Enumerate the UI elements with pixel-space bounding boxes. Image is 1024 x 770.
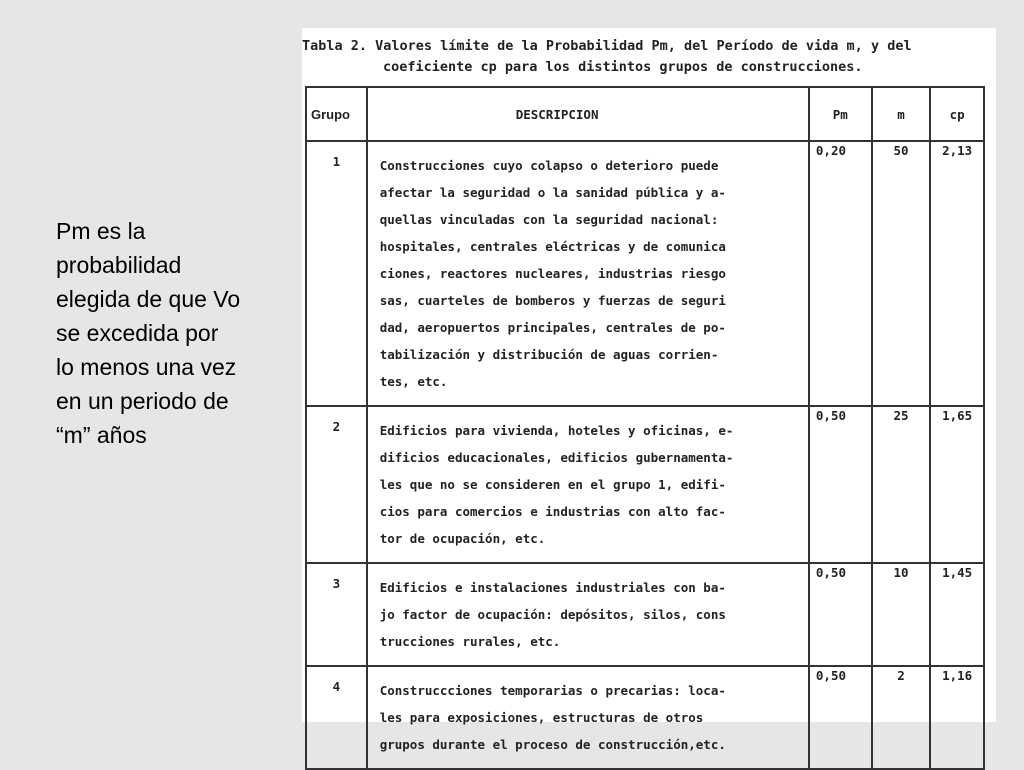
desc-line: dificios educacionales, edificios gubernamenta- — [379, 450, 734, 465]
header-pm: Pm — [809, 87, 872, 141]
table-caption-line2: coeficiente cp para los distintos grupos de construcciones. — [383, 59, 863, 75]
cell-cp: 1,65 — [930, 406, 984, 563]
side-note-line: probabilidad — [56, 252, 182, 278]
cell-m: 10 — [872, 563, 931, 666]
cell-descripcion — [367, 141, 809, 406]
desc-line: Construcciones cuyo colapso o deterioro puede — [379, 158, 719, 173]
table-row — [306, 563, 984, 666]
cell-descripcion — [367, 406, 809, 563]
cell-m: 25 — [872, 406, 931, 563]
desc-line: grupos durante el proceso de construcción,etc. — [379, 737, 726, 752]
desc-line: ciones, reactores nucleares, industrias riesgo — [379, 266, 726, 281]
side-note — [56, 214, 296, 452]
cell-m: 50 — [872, 141, 931, 406]
side-note-line: en un periodo de — [56, 388, 229, 414]
cell-pm: 0,20 — [809, 141, 872, 406]
desc-line: Construccciones temporarias o precarias: loca- — [379, 683, 726, 698]
desc-line: jo factor de ocupación: depósitos, silos, cons — [379, 607, 726, 622]
header-descripcion: DESCRIPCION — [367, 87, 809, 141]
desc-line: quellas vinculadas con la seguridad nacional: — [379, 212, 719, 227]
desc-line: sas, cuarteles de bomberos y fuerzas de seguri — [379, 293, 726, 308]
side-note-line: se excedida por — [56, 320, 219, 346]
desc-line: dad, aeropuertos principales, centrales de po- — [379, 320, 726, 335]
desc-line: tor de ocupación, etc. — [379, 531, 546, 546]
cell-grupo: 2 — [306, 406, 367, 563]
desc-line: les para exposiciones, estructuras de otros — [379, 710, 704, 725]
values-table — [305, 86, 985, 770]
desc-line: les que no se consideren en el grupo 1, edifi- — [379, 477, 726, 492]
desc-line: hospitales, centrales eléctricas y de comunica — [379, 239, 726, 254]
side-note-line: “m” años — [56, 422, 147, 448]
cell-grupo: 1 — [306, 141, 367, 406]
table-caption — [302, 36, 912, 78]
table-row — [306, 666, 984, 769]
cell-descripcion — [367, 563, 809, 666]
side-note-line: lo menos una vez — [56, 354, 237, 380]
table-caption-line1: Tabla 2. Valores límite de la Probabilidad Pm, del Período de vida m, y del — [302, 38, 912, 54]
scanned-table-image — [302, 28, 996, 752]
desc-line: Edificios e instalaciones industriales con ba- — [379, 580, 726, 595]
table-row — [306, 406, 984, 563]
table-header-row — [306, 87, 984, 141]
side-note-line: elegida de que Vo — [56, 286, 241, 312]
cell-pm: 0,50 — [809, 666, 872, 769]
side-note-line: Pm es la — [56, 218, 146, 244]
cell-descripcion — [367, 666, 809, 769]
cell-grupo: 3 — [306, 563, 367, 666]
header-cp: cp — [930, 87, 984, 141]
desc-line: tabilización y distribución de aguas corrien- — [379, 347, 719, 362]
cell-pm: 0,50 — [809, 563, 872, 666]
cell-pm: 0,50 — [809, 406, 872, 563]
desc-line: tes, etc. — [379, 374, 448, 389]
cell-grupo: 4 — [306, 666, 367, 769]
header-grupo: Grupo — [306, 87, 367, 141]
desc-line: Edificios para vivienda, hoteles y oficinas, e- — [379, 423, 734, 438]
desc-line: cios para comercios e industrias con alto fac- — [379, 504, 726, 519]
desc-line: afectar la seguridad o la sanidad pública y a- — [379, 185, 726, 200]
cell-cp: 1,16 — [930, 666, 984, 769]
cell-m: 2 — [872, 666, 931, 769]
header-m: m — [872, 87, 931, 141]
desc-line: trucciones rurales, etc. — [379, 634, 561, 649]
table-row — [306, 141, 984, 406]
cell-cp: 2,13 — [930, 141, 984, 406]
cell-cp: 1,45 — [930, 563, 984, 666]
